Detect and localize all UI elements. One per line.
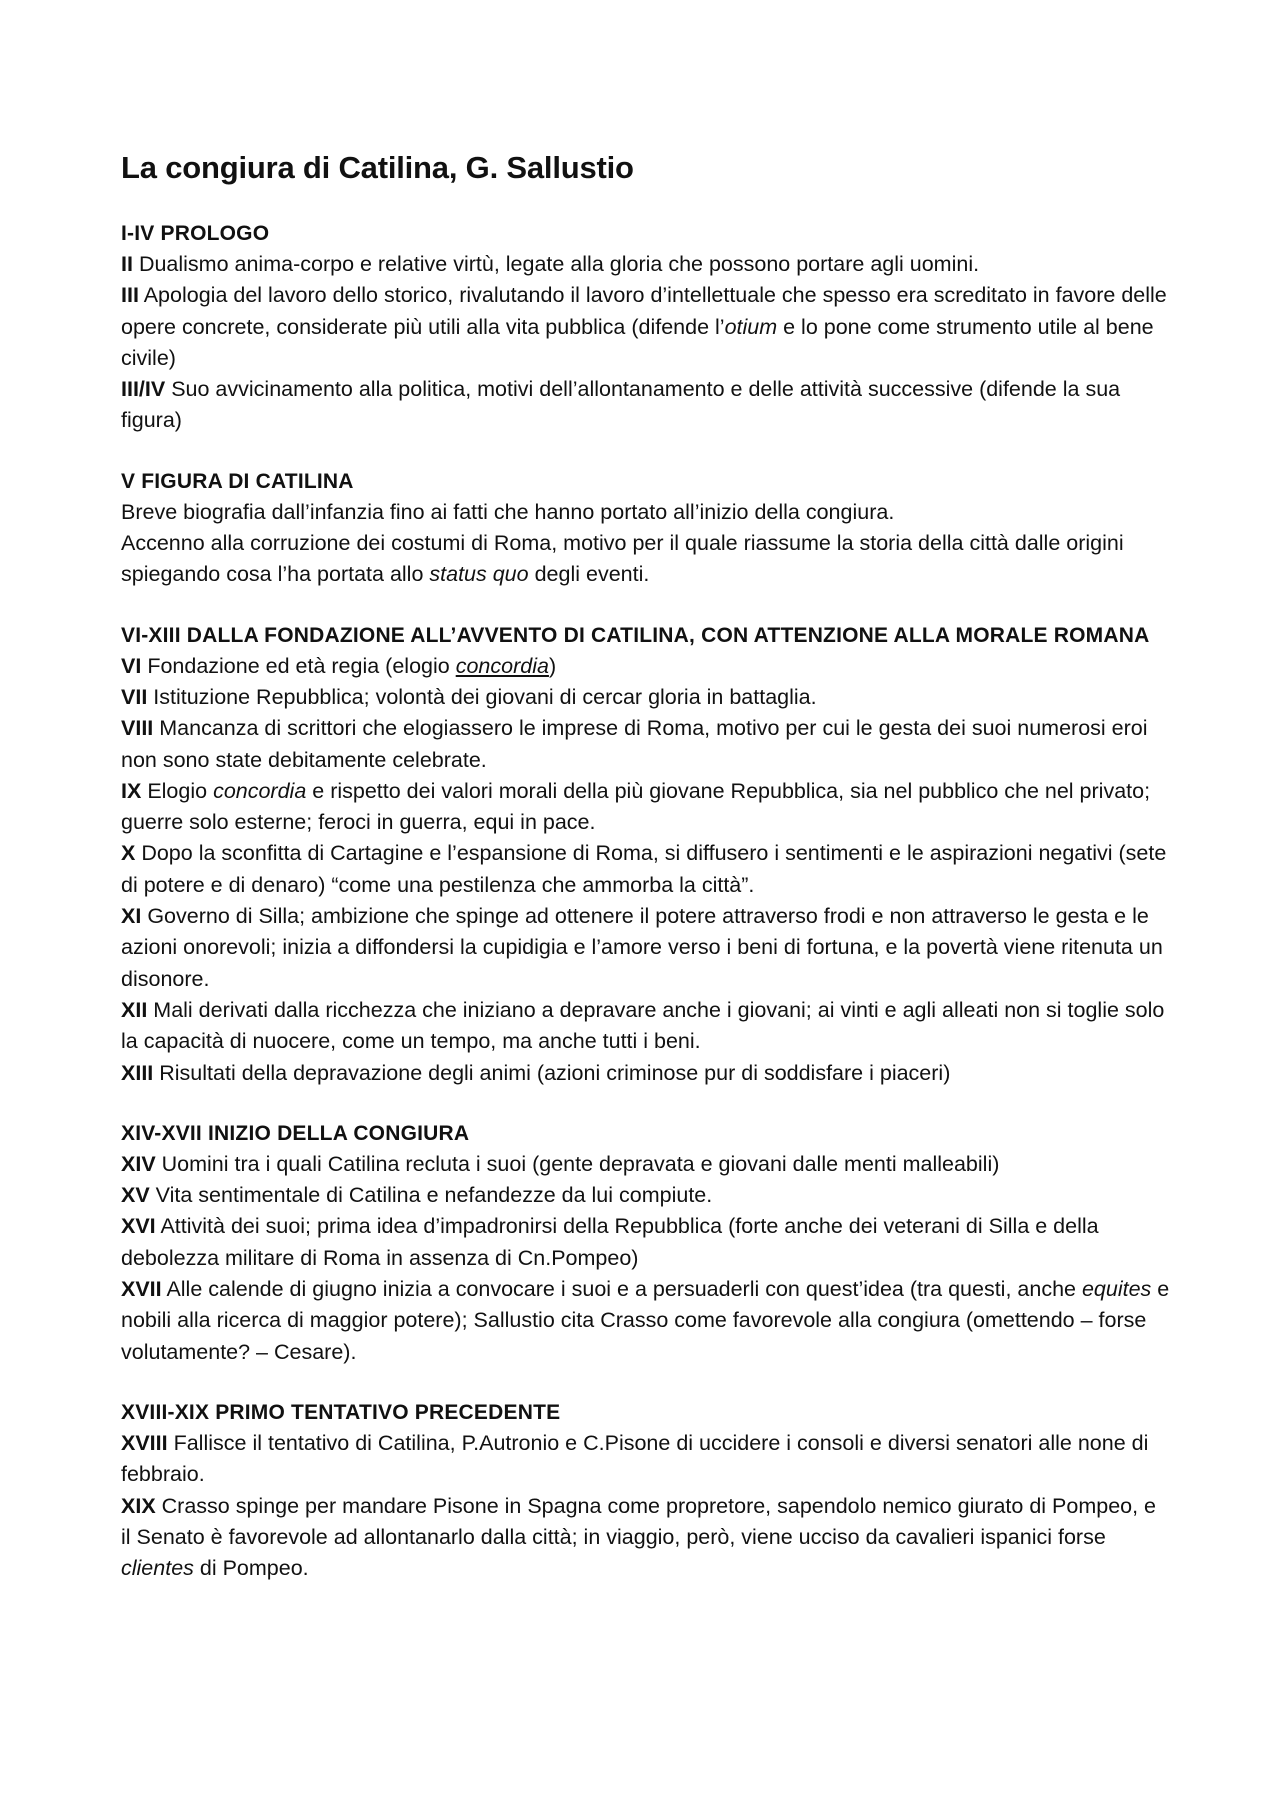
paragraph-text: e lo pone come strumento utile al bene civile) — [121, 314, 1154, 370]
section-prologo — [121, 218, 1171, 437]
latin-term: otium — [724, 314, 778, 339]
paragraph-text: Attività dei suoi; prima idea d’impadronirsi della Repubblica (forte anche dei veterani di Silla e della debolezza militare di Roma in assenza di Cn.Pompeo) — [121, 1214, 1099, 1270]
paragraph-biografia — [121, 497, 1171, 528]
paragraph-corruzione — [121, 528, 1171, 591]
paragraph-text: Uomini tra i quali Catilina recluta i suoi (gente depravata e giovani dalle menti malleabili) — [161, 1151, 1000, 1176]
document-page — [121, 148, 1171, 1613]
latin-term: equites — [1081, 1277, 1152, 1302]
chapter-number: VIII — [121, 716, 154, 741]
chapter-number: XVII — [121, 1277, 162, 1302]
chapter-number: XVIII — [121, 1430, 168, 1455]
paragraph-ii — [121, 249, 1171, 280]
section-heading: XIV-XVII INIZIO DELLA CONGIURA — [121, 1121, 470, 1145]
chapter-number: II — [121, 252, 133, 276]
paragraph-xii — [121, 995, 1171, 1058]
latin-term: status quo — [429, 562, 529, 587]
paragraph-vi — [121, 651, 1171, 682]
paragraph-xiii — [121, 1058, 1171, 1089]
paragraph-text: Alle calende di giugno inizia a convocare i suoi e a persuaderli con quest’idea (tra questi, anche — [166, 1277, 1082, 1302]
paragraph-text: Apologia del lavoro dello storico, rivalutando il lavoro d’intellettuale che spesso era screditato in favore delle opere concrete, considerate più utili alla vita pubblica (difende l’ — [121, 283, 1167, 339]
paragraph-text: Accenno alla corruzione dei costumi di Roma, motivo per il quale riassume la storia della città dalle origini spiegando cosa l’ha portata allo — [121, 531, 1124, 587]
paragraph-text: Elogio — [147, 778, 214, 803]
chapter-number: X — [121, 841, 136, 866]
paragraph-text: Crasso spinge per mandare Pisone in Spagna come propretore, sapendolo nemico giurato di Pompeo, e il Senato è favorevole ad allontanarlo dalla città; in viaggio, però, viene ucciso da cavalieri ispanici forse — [121, 1493, 1157, 1549]
chapter-number: XIV — [121, 1151, 156, 1176]
chapter-number: XII — [121, 997, 148, 1022]
chapter-number: VI — [121, 653, 142, 678]
section-fondazione — [121, 620, 1171, 1089]
chapter-number: IX — [121, 778, 142, 803]
chapter-number: XIII — [121, 1060, 154, 1085]
paragraph-text: Mancanza di scrittori che elogiassero le imprese di Roma, motivo per cui le gesta dei suoi numerosi eroi non sono state debitamente celebrate. — [121, 716, 1148, 772]
paragraph-vii — [121, 682, 1171, 713]
paragraph-text: degli eventi. — [528, 562, 650, 587]
chapter-number: VII — [121, 684, 148, 709]
paragraph-xvii — [121, 1274, 1171, 1368]
paragraph-text: Governo di Silla; ambizione che spinge ad ottenere il potere attraverso frodi e non attraverso le gesta e le azioni onorevoli; inizia a diffondersi la cupidigia e l’amore verso i beni di fortuna, e la povertà viene ritenuta un disonore. — [121, 904, 1163, 991]
paragraph-text: Fallisce il tentativo di Catilina, P.Autronio e C.Pisone di uccidere i consoli e diversi senatori alle none di febbraio. — [121, 1430, 1149, 1487]
paragraph-text: Istituzione Repubblica; volontà dei giovani di cercar gloria in battaglia. — [153, 684, 817, 709]
paragraph-text: Dualismo anima-corpo e relative virtù, legate alla gloria che possono portare agli uomini. — [138, 252, 980, 276]
section-heading: I-IV PROLOGO — [121, 222, 270, 245]
paragraph-xvi — [121, 1211, 1171, 1274]
paragraph-text: di Pompeo. — [193, 1556, 309, 1581]
chapter-number: III — [121, 283, 139, 308]
section-figura-catilina — [121, 466, 1171, 591]
paragraph-xv — [121, 1180, 1171, 1211]
paragraph-text: Suo avvicinamento alla politica, motivi dell’allontanamento e delle attività successive (difende la sua figura) — [121, 377, 1121, 433]
paragraph-x — [121, 838, 1171, 901]
paragraph-text: Mali derivati dalla ricchezza che iniziano a depravare anche i giovani; ai vinti e agli alleati non si toglie solo la capacità di nuocere, come un tempo, ma anche tutti i beni. — [121, 997, 1165, 1054]
chapter-number: XVI — [121, 1214, 156, 1239]
paragraph-text: ) — [548, 653, 557, 678]
paragraph-xiv — [121, 1149, 1171, 1180]
paragraph-iii-iv — [121, 374, 1171, 437]
document-title: La congiura di Catilina, G. Sallustio — [121, 150, 634, 185]
paragraph-xi — [121, 901, 1171, 995]
section-primo-tentativo — [121, 1397, 1171, 1584]
latin-term: concordia — [213, 778, 307, 803]
chapter-number: XI — [121, 904, 142, 929]
paragraph-xix — [121, 1491, 1171, 1585]
section-heading: XVIII-XIX PRIMO TENTATIVO PRECEDENTE — [121, 1400, 561, 1424]
chapter-number: XIX — [121, 1493, 156, 1518]
chapter-number: XV — [121, 1183, 150, 1208]
paragraph-ix — [121, 776, 1171, 839]
paragraph-viii — [121, 713, 1171, 776]
section-heading: VI-XIII DALLA FONDAZIONE ALL’AVVENTO DI CATILINA, CON ATTENZIONE ALLA MORALE ROMANA — [121, 623, 1150, 647]
paragraph-text: e rispetto dei valori morali della più giovane Repubblica, sia nel pubblico che nel privato; guerre solo esterne; feroci in guerra, equi in pace. — [121, 778, 1151, 835]
section-heading: V FIGURA DI CATILINA — [121, 469, 354, 493]
section-inizio-congiura — [121, 1118, 1171, 1368]
paragraph-text: Dopo la sconfitta di Cartagine e l’espansione di Roma, si diffusero i sentimenti e le aspirazioni negativi (sete di potere e di denaro) “come una pestilenza che ammorba la città”. — [121, 841, 1167, 897]
chapter-number: III/IV — [121, 377, 166, 402]
latin-term: clientes — [121, 1556, 194, 1581]
paragraph-xviii — [121, 1428, 1171, 1491]
paragraph-text: Breve biografia dall’infanzia fino ai fatti che hanno portato all’inizio della congiura. — [121, 499, 895, 524]
paragraph-text: Fondazione ed età regia (elogio — [147, 653, 456, 678]
paragraph-text: Risultati della depravazione degli animi (azioni criminose pur di soddisfare i piaceri) — [159, 1060, 951, 1085]
paragraph-iii — [121, 280, 1171, 374]
latin-term: concordia — [455, 653, 549, 678]
paragraph-text: e nobili alla ricerca di maggior potere); Sallustio cita Crasso come favorevole alla congiura (omettendo – forse volutamente? – Cesare). — [121, 1277, 1170, 1364]
paragraph-text: Vita sentimentale di Catilina e nefandezze da lui compiute. — [155, 1183, 713, 1208]
